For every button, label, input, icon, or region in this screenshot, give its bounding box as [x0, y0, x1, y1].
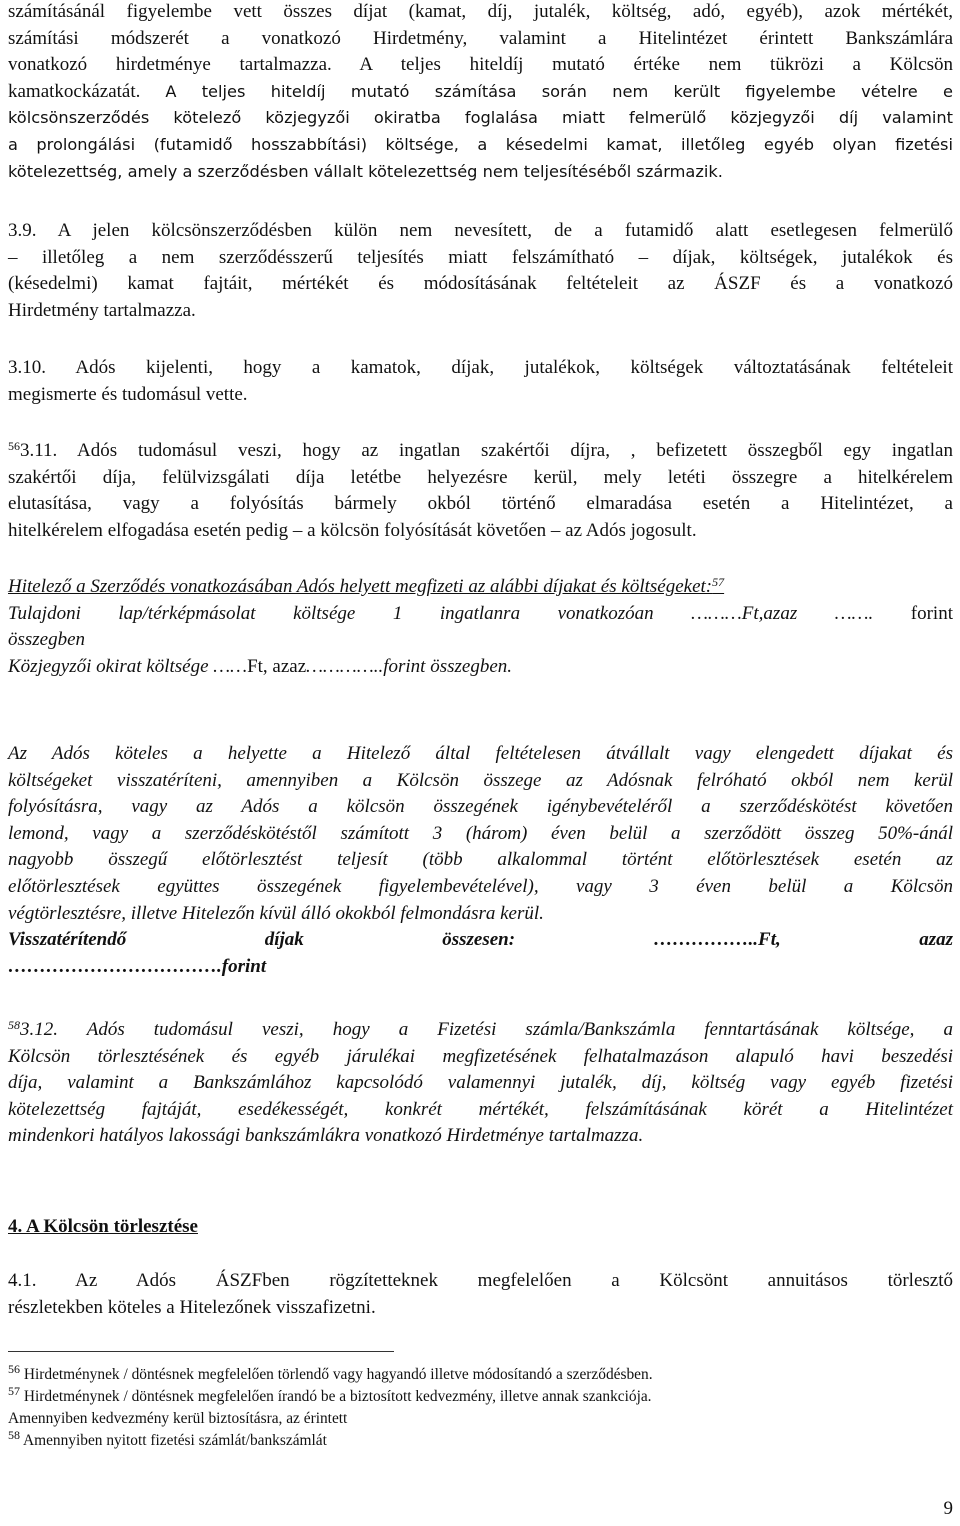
paragraph-3-12 — [8, 1017, 953, 1150]
text-line: elutasítása, vagy a folyósítás bármely okból történő elmaradása esetén a Hitelintézet, a — [8, 493, 953, 515]
footnote — [8, 1430, 953, 1452]
text-line: 4.1. Az Adós ÁSZFben rögzítetteknek megfelelően a Kölcsönt annuitásos törlesztő — [8, 1270, 953, 1291]
text-line: …………………………….forint — [8, 955, 267, 977]
text-line: Hirdetmény tartalmazza. — [8, 299, 196, 321]
text-line: Az Adós köteles a helyette a Hitelező által feltételesen átvállalt vagy elengedett díjakat és — [8, 743, 953, 764]
text-line — [8, 601, 953, 628]
text-line: 3.10. Adós kijelenti, hogy a kamatok, díjak, jutalékok, költségek változtatásának feltételeit — [8, 357, 953, 378]
section-heading: 4. A Kölcsön törlesztése — [8, 1216, 198, 1237]
footnote-text: Hirdetménynek / döntésnek megfelelően írandó be a biztosított kedvezmény, illetve annak szankciója. — [23, 1388, 652, 1405]
paragraph-3-9 — [8, 218, 953, 324]
text-fragment: 3.11. Adós tudomásul veszi, hogy az ingatlan szakértői díjra, , befizetett összegből egy ingatlan — [20, 440, 953, 461]
text-line: kölcsönszerződés kötelező közjegyzői okiratba foglalása miatt felmerülő közjegyzői díj valamint — [8, 108, 953, 128]
footnotes — [8, 1364, 953, 1452]
text-fragment: 3.12. Adós tudomásul veszi, hogy a Fizetési számla/Bankszámla fenntartásának költsége, a — [20, 1019, 953, 1040]
footnote-ref: 56 — [8, 439, 20, 453]
text-line: nagyobb összegű előtörlesztést teljesít (több alkalommal történt előtörlesztések esetén az — [8, 849, 953, 871]
footnote — [8, 1364, 953, 1386]
text-line: költségeket visszatéríteni, amennyiben a Kölcsön összege az Adósnak felróható okból nem kerül — [8, 769, 953, 791]
text-line — [8, 79, 953, 106]
footnote-text: Hirdetménynek / döntésnek megfelelően törlendő vagy hagyandó illetve módosítandó a szerződésben. — [23, 1366, 653, 1383]
text-line — [8, 574, 953, 601]
text-line: megismerte és tudomásul vette. — [8, 383, 248, 405]
text-fragment: Hitelező a Szerződés vonatkozásában Adós helyett megfizeti az alábbi díjakat és költségeket: — [8, 576, 713, 597]
footnote — [8, 1386, 953, 1408]
footnote-number: 56 — [8, 1362, 20, 1376]
text-line: számítási módszerét a vonatkozó Hirdetmény, valamint a Hitelintézet érintett Bankszámlára — [8, 27, 953, 49]
text-fragment: …………..forint összegben. — [306, 655, 512, 677]
paragraph-4-1 — [8, 1268, 953, 1321]
text-line: végtörlesztésre, illetve Hitelezőn kívül álló okokból felmondásra kerül. — [8, 902, 544, 924]
footnote-ref: 58 — [8, 1018, 20, 1032]
footnote-divider — [8, 1351, 394, 1352]
text-line: lemond, vagy a szerződéskötéstől számított 3 (három) éven belül a szerződött összeg 50%-ánál — [8, 822, 953, 844]
text-line: részletekben köteles a Hitelezőnek visszafizetni. — [8, 1296, 376, 1318]
text-line: számításánál figyelembe vett összes díjat (kamat, díj, jutalék, költség, adó, egyéb), azok mértékét, — [8, 1, 953, 22]
text-line: Kölcsön törlesztésének és egyéb járulékai megfizetésének felhatalmazáson alapuló havi beszedési — [8, 1045, 953, 1067]
text-fragment: A teljes hiteldíj mutató számítása során nem került figyelembe vételre e — [165, 81, 953, 101]
paragraph-3-11 — [8, 438, 953, 544]
text-fragment: Tulajdoni lap/térképmásolat költsége 1 ingatlanra vonatkozóan ………Ft,azaz ……. — [8, 602, 874, 624]
footnote-ref: 57 — [712, 575, 725, 589]
footnote-text: Amennyiben nyitott fizetési számlát/bankszámlát — [23, 1432, 327, 1449]
text-line: szakértői díja, felülvizsgálati díja letétbe helyezésre kerül, mely letéti összegre a hitelkérelem — [8, 466, 953, 488]
footnote-number: 58 — [8, 1428, 20, 1442]
text-fragment: Közjegyzői okirat költsége …… — [8, 655, 248, 677]
page-number: 9 — [943, 1498, 953, 1519]
text-line — [8, 438, 953, 465]
text-line: 3.9. A jelen kölcsönszerződésben külön nem nevesített, de a futamidő alatt esetlegesen felmerülő — [8, 220, 953, 241]
text-line — [8, 1017, 953, 1044]
text-line: díja, valamint a Bankszámlához kapcsolódó valamennyi jutalék, díj, költség vagy egyéb fizetési — [8, 1072, 953, 1094]
text-line: folyósításra, vagy az Adós a kölcsön összegének igénybevételéről a szerződéskötést követően — [8, 796, 953, 818]
text-line: mindenkori hatályos lakossági bankszámlákra vonatkozó Hirdetménye tartalmazza. — [8, 1125, 644, 1147]
text-line: a prolongálási (futamidő hosszabbítási) költsége, a késedelmi kamat, illetőleg egyéb olyan fizetési — [8, 134, 953, 154]
text-line: előtörlesztések együttes összegének figyelembevételével), vagy 3 éven belül a Kölcsön — [8, 875, 953, 897]
text-line: hitelkérelem elfogadása esetén pedig – a kölcsön folyósítását követően – az Adós jogosult. — [8, 519, 697, 541]
paragraph-apr-description — [8, 0, 953, 185]
text-line: összegben — [8, 629, 86, 651]
text-fragment: forint — [910, 602, 953, 624]
text-line: – illetőleg a nem szerződésszerű teljesítés miatt felszámítható – díjak, költségek, jutalékok és — [8, 246, 953, 268]
text-line: kötelezettség fajtáját, esedékességét, konkrét mértékét, felszámításának körét a Hitelintézet — [8, 1098, 953, 1120]
text-line: (késedelmi) kamat fajtáit, mértékét és módosításának feltételeit az ÁSZF és a vonatkozó — [8, 273, 953, 295]
text-line: kötelezettség, amely a szerződésben vállalt kötelezettség nem teljesítéséből származik. — [8, 161, 723, 181]
footnote-number: 57 — [8, 1384, 20, 1398]
text-line: Visszatérítendő díjak összesen: ……………..Ft, azaz — [8, 929, 953, 951]
text-fragment: kamatkockázatát. — [8, 80, 141, 102]
footnote — [8, 1408, 953, 1430]
text-line — [8, 654, 953, 681]
paragraph-3-10 — [8, 355, 953, 408]
paragraph-reimbursement — [8, 741, 953, 980]
text-fragment: Ft, azaz — [247, 655, 307, 677]
footnote-text: Amennyiben kedvezmény kerül biztosításra, az érintett — [8, 1410, 348, 1427]
text-line: vonatkozó hirdetménye tartalmazza. A teljes hiteldíj mutató értéke nem tükrözi a Kölcsön — [8, 54, 953, 76]
paragraph-lender-costs — [8, 574, 953, 680]
